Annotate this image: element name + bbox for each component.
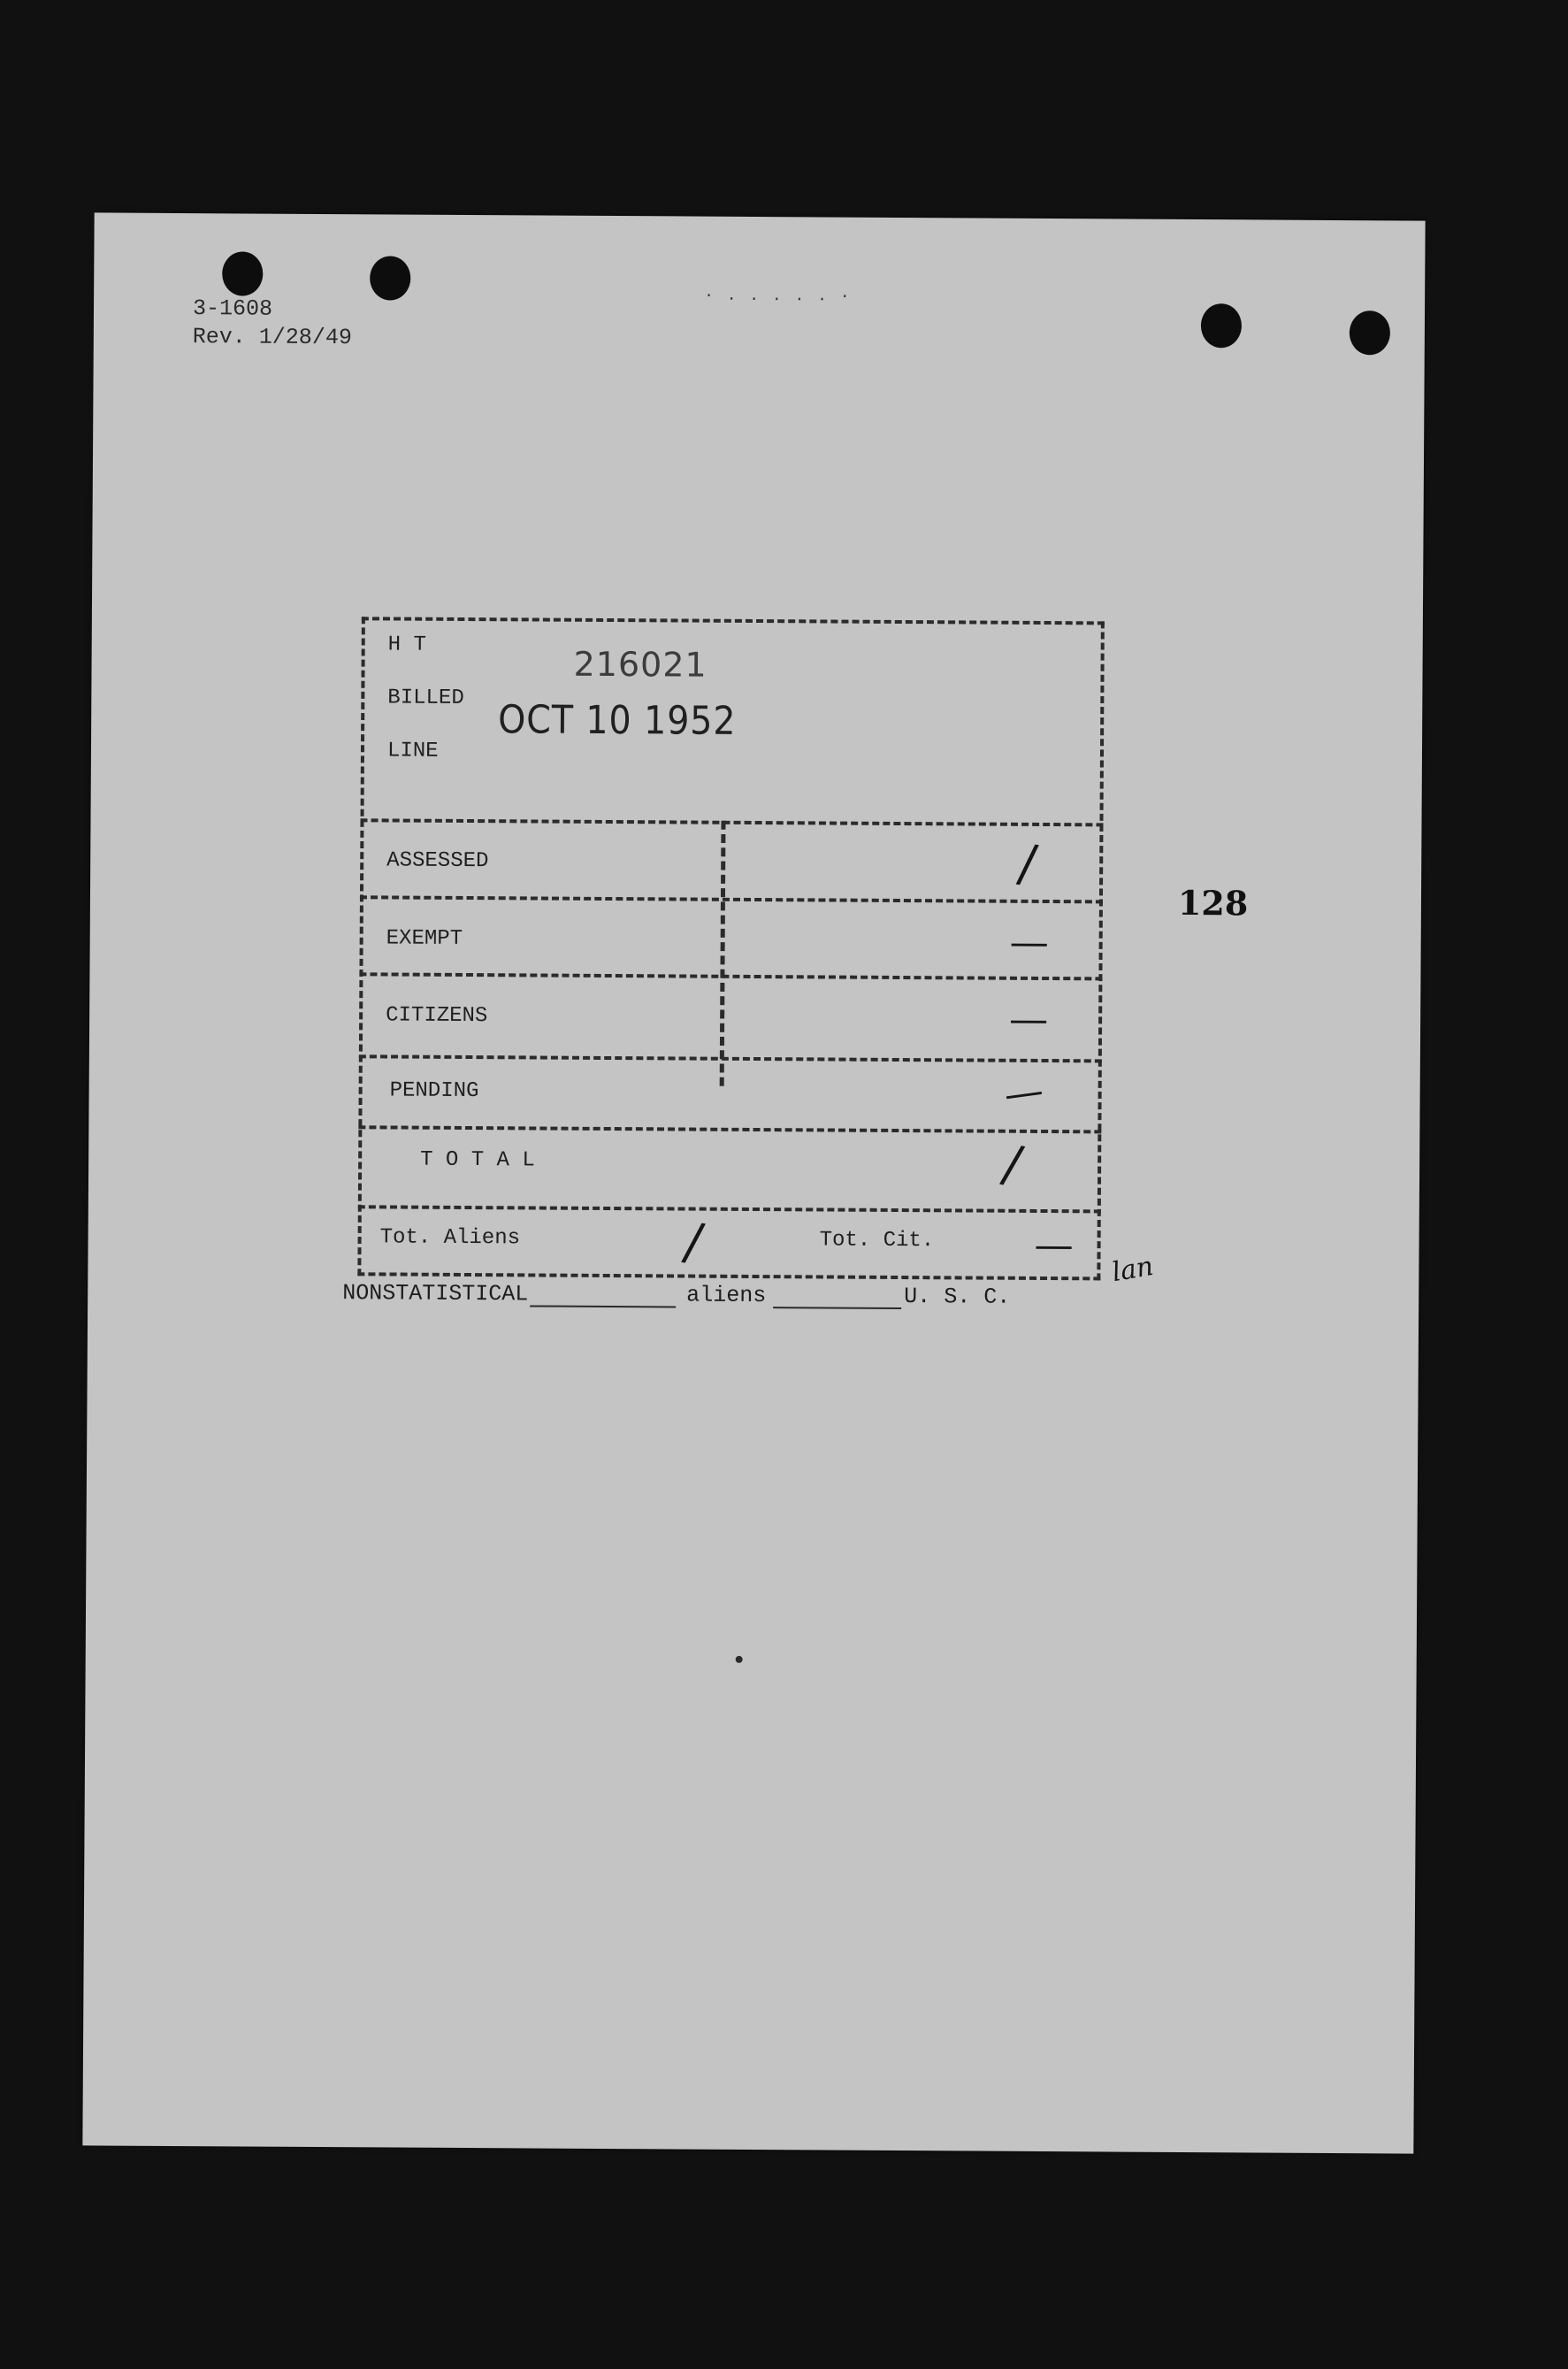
- footer-blank-line: [530, 1305, 676, 1307]
- punch-hole: [370, 256, 410, 300]
- row-mark-assessed: /: [1014, 832, 1041, 894]
- stamp-date: OCT 10 1952: [498, 697, 737, 744]
- form-revision: Rev. 1/28/49: [192, 324, 352, 351]
- tot-aliens-label: Tot. Aliens: [379, 1225, 521, 1251]
- row-mark-pending: —: [1001, 1068, 1046, 1118]
- row-mark-exempt: —: [1009, 919, 1049, 966]
- tot-cit-mark: —: [1034, 1222, 1074, 1269]
- top-dots: · . . . . . ·: [704, 287, 852, 306]
- tot-aliens-mark: /: [679, 1210, 708, 1273]
- page-number: 128: [1177, 882, 1249, 924]
- label-billed: BILLED: [387, 686, 464, 710]
- footer-aliens: aliens: [686, 1282, 767, 1309]
- row-label-assessed: ASSESSED: [386, 848, 489, 874]
- punch-hole: [222, 251, 263, 295]
- document-page: [82, 212, 1425, 2153]
- label-ht: H T: [387, 632, 427, 657]
- row-mark-citizens: —: [1008, 996, 1049, 1043]
- footer-usc: U. S. C.: [904, 1284, 1011, 1310]
- row-label-citizens: CITIZENS: [386, 1003, 488, 1029]
- tot-cit-label: Tot. Cit.: [819, 1228, 935, 1254]
- form-code-block: [193, 295, 352, 352]
- stamp-number: 216021: [573, 644, 708, 685]
- paper-speck: [736, 1656, 743, 1663]
- label-line: LINE: [386, 739, 439, 763]
- total-label: T O T A L: [420, 1147, 535, 1173]
- total-mark: /: [998, 1132, 1028, 1196]
- footer-blank-line: [773, 1307, 901, 1309]
- punch-hole: [1201, 303, 1242, 348]
- form-code: 3-1608: [192, 295, 273, 322]
- handwritten-initials: lan: [1109, 1250, 1156, 1289]
- footer-nonstatistical: NONSTATISTICAL: [342, 1280, 529, 1307]
- registration-stamp: [357, 617, 1105, 1280]
- row-label-pending: PENDING: [389, 1078, 479, 1104]
- punch-hole: [1350, 310, 1390, 355]
- row-label-exempt: EXEMPT: [386, 926, 463, 951]
